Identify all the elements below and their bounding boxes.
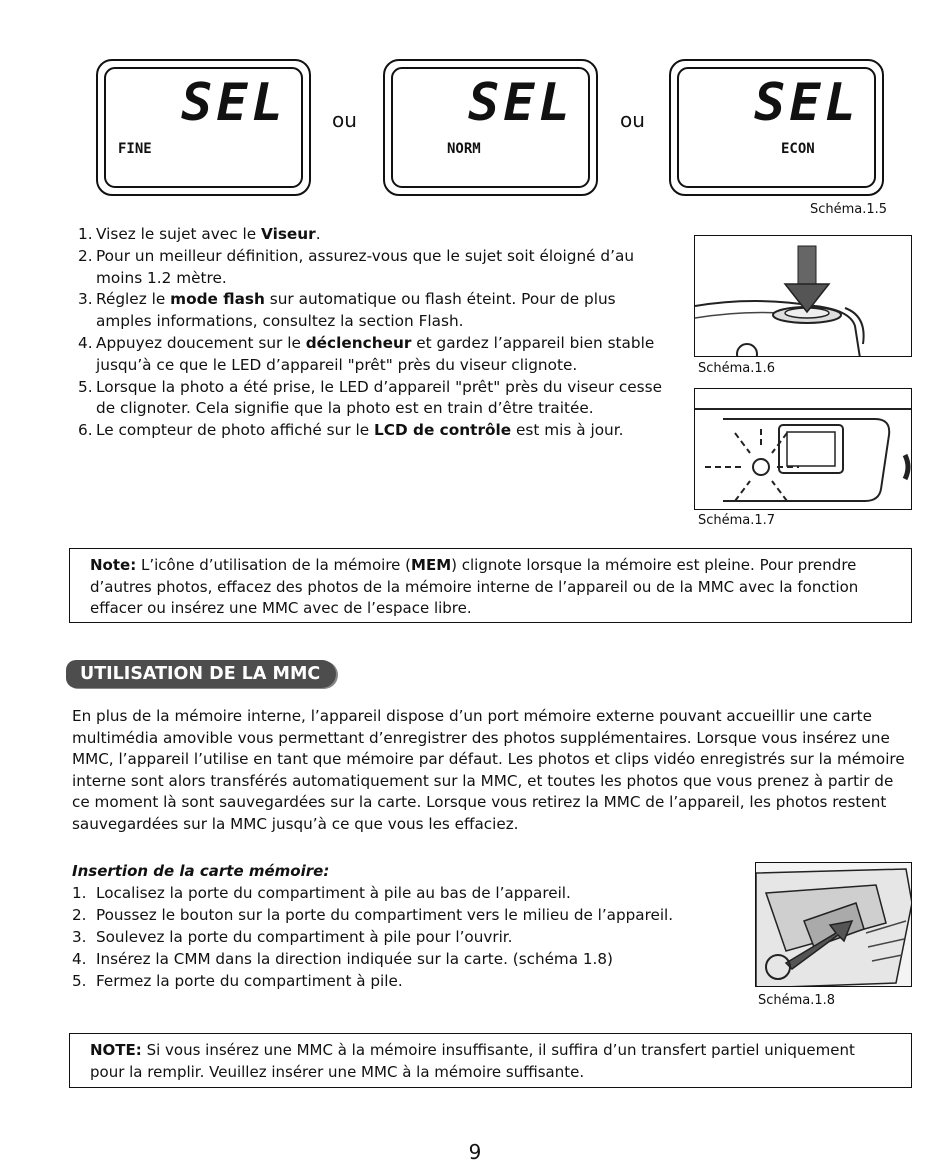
- caption-fig-1-6: Schéma.1.6: [698, 361, 776, 376]
- note-label: NOTE:: [90, 1041, 142, 1059]
- section-title: UTILISATION DE LA MMC: [66, 660, 336, 688]
- lcd-display-fine: [96, 59, 311, 196]
- lcd-value: SEL: [468, 73, 574, 133]
- lcd-display-frame: [391, 67, 590, 188]
- lcd-display-norm: [383, 59, 598, 196]
- note-label: Note:: [90, 556, 137, 574]
- lcd-value: SEL: [754, 73, 860, 133]
- lcd-value: SEL: [181, 73, 287, 133]
- insertion-title: Insertion de la carte mémoire:: [72, 862, 330, 880]
- lcd-mode-label: NORM: [447, 141, 481, 157]
- list-item: 4. Insérez la CMM dans la direction indiquée sur la carte. (schéma 1.8): [72, 950, 613, 968]
- figure-shutter-button: [694, 235, 912, 357]
- list-item: 4. Appuyez doucement sur le déclencheur et gardez l’appareil bien stable jusqu’à ce que le LED d’appareil "prêt" près du viseur clignote.: [78, 333, 655, 374]
- list-item: 2. Poussez le bouton sur la porte du compartiment vers le milieu de l’appareil.: [72, 906, 674, 924]
- list-item: 5. Fermez la porte du compartiment à pile.: [72, 972, 403, 990]
- lcd-display-frame: [104, 67, 303, 188]
- figure-viewfinder-led: [694, 388, 912, 510]
- card-insertion-illustration: [756, 863, 912, 987]
- lcd-display-econ: [669, 59, 884, 196]
- mmc-paragraph: En plus de la mémoire interne, l’appareil dispose d’un port mémoire externe pouvant accueillir une carte multimédia amovible vous permettant d’enregistrer des photos supplémentaires. Lorsque vous insérez une MMC, l’appareil l’utilise en tant que mémoire par défaut. Les photos et clips vidéo enregistrés sur la mémoire interne sont alors transférés automatiquement sur la MMC, et toutes les photos que vous prenez à partir de ce moment là sont sauvegardées sur la carte. Lorsque vous retirez la MMC de l’appareil, les photos restent sauvegardées sur la MMC jusqu’à ce que vous les effaciez.: [72, 707, 905, 833]
- page-number: 9: [468, 1140, 482, 1164]
- list-item: 1. Visez le sujet avec le Viseur.: [78, 225, 321, 243]
- caption-fig-1-5: Schéma.1.5: [810, 202, 888, 217]
- shutter-press-illustration: [695, 236, 912, 357]
- separator-ou: ou: [332, 108, 357, 132]
- lcd-mode-label: FINE: [118, 141, 152, 157]
- shooting-steps-list: [72, 224, 672, 442]
- insertion-steps-list: [72, 882, 673, 992]
- viewfinder-led-illustration: [695, 389, 912, 510]
- list-item: 2. Pour un meilleur définition, assurez-vous que le sujet soit éloigné d’au moins 1.2 mètre.: [78, 246, 635, 287]
- figure-card-insertion: [755, 862, 912, 987]
- caption-fig-1-7: Schéma.1.7: [698, 513, 776, 528]
- caption-fig-1-8: Schéma.1.8: [758, 993, 836, 1008]
- lcd-display-frame: [677, 67, 876, 188]
- list-item: 3. Soulevez la porte du compartiment à pile pour l’ouvrir.: [72, 928, 513, 946]
- list-item: 6. Le compteur de photo affiché sur le LCD de contrôle est mis à jour.: [78, 421, 624, 440]
- note-memory-full: Note: L’icône d’utilisation de la mémoire (MEM) clignote lorsque la mémoire est pleine. Pour prendre d’autres photos, effacez des photos de la mémoire interne de l’appareil ou de la MMC avec la fonction effacer ou insérez une MMC avec de l’espace libre.: [69, 548, 912, 623]
- note-insufficient-memory: NOTE: Si vous insérez une MMC à la mémoire insuffisante, il suffira d’un transfert partiel uniquement pour la remplir. Veuillez insérer une MMC à la mémoire suffisante.: [69, 1033, 912, 1088]
- separator-ou: ou: [620, 108, 645, 132]
- list-item: 3. Réglez le mode flash sur automatique ou flash éteint. Pour de plus amples informations, consultez la section Flash.: [78, 290, 616, 331]
- list-item: 5. Lorsque la photo a été prise, le LED d’appareil "prêt" près du viseur cesse de clignoter. Cela signifie que la photo est en train d’être traitée.: [78, 377, 662, 418]
- lcd-mode-label: ECON: [781, 141, 815, 157]
- list-item: 1. Localisez la porte du compartiment à pile au bas de l’appareil.: [72, 884, 571, 902]
